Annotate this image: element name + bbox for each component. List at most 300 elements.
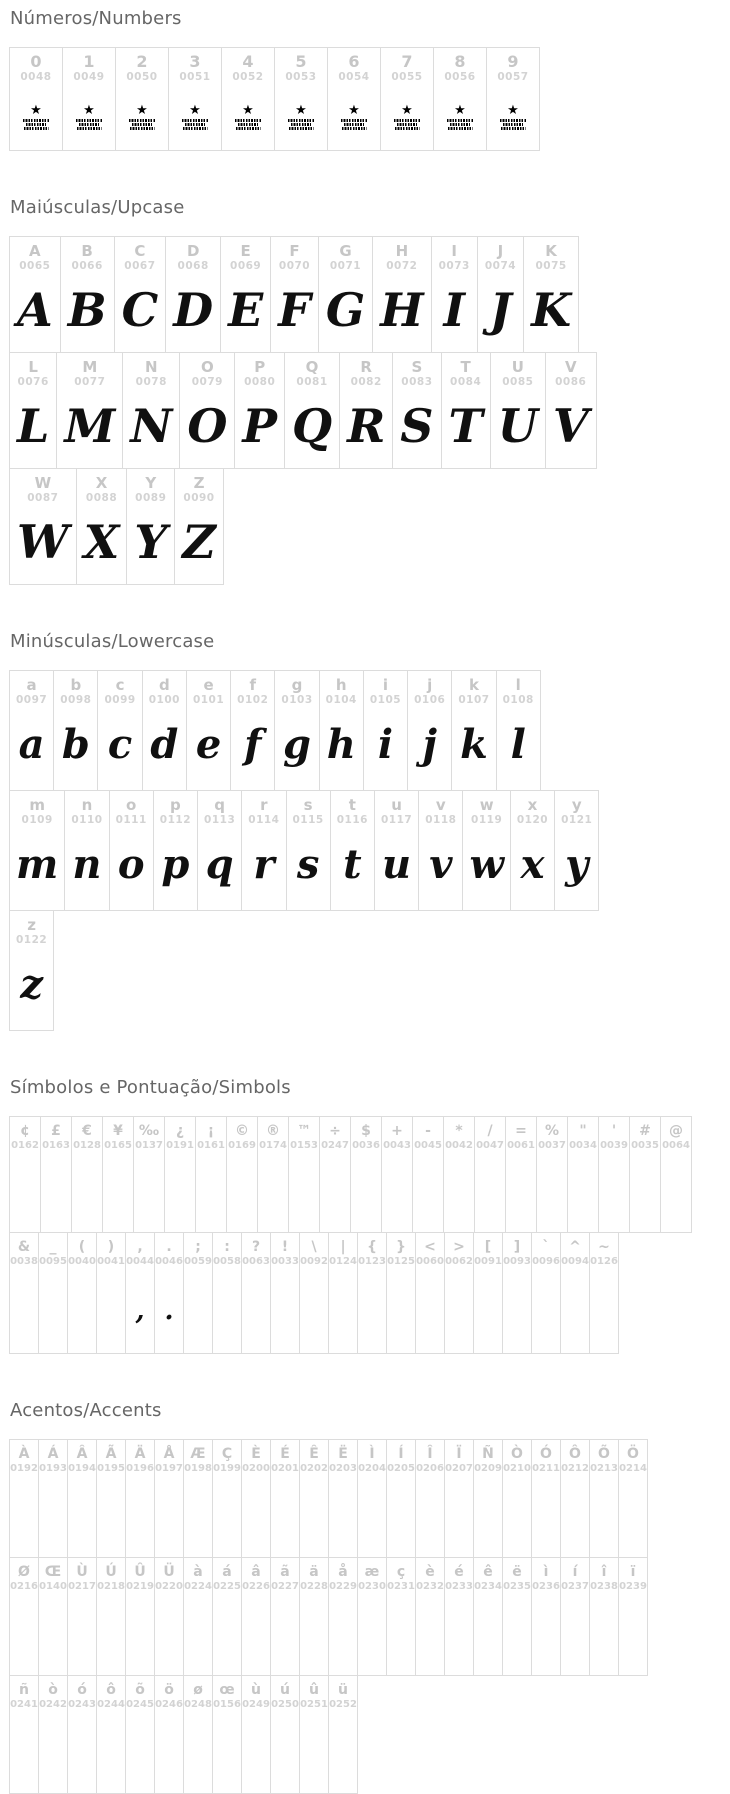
char-code: 0064 — [662, 1140, 690, 1151]
char-code: 0228 — [300, 1581, 328, 1592]
glyph-empty — [242, 1476, 270, 1557]
char-code: 0124 — [329, 1256, 357, 1267]
char-code: 0097 — [16, 694, 48, 706]
char-label: É — [280, 1446, 290, 1462]
glyph-cell — [415, 1557, 445, 1676]
char-label: £ — [51, 1123, 61, 1139]
char-label: Q — [305, 358, 319, 376]
char-label: Û — [134, 1564, 146, 1580]
char-label: P — [254, 358, 266, 376]
glyph-empty — [155, 1712, 183, 1793]
char-code: 0199 — [213, 1463, 241, 1474]
char-label: 0 — [30, 52, 42, 71]
char-code: 0235 — [503, 1581, 531, 1592]
char-label: ^ — [569, 1239, 581, 1255]
char-code: 0105 — [369, 694, 402, 706]
char-code: 0096 — [532, 1256, 560, 1267]
glyph-row-sym2 — [9, 1232, 730, 1354]
char-code: 0054 — [338, 71, 370, 83]
glyph-cell — [629, 1116, 661, 1233]
char-label: U — [511, 358, 524, 376]
glyph-empty — [103, 1153, 133, 1232]
glyph-empty — [68, 1712, 96, 1793]
char-code: 0084 — [450, 376, 482, 388]
char-code: 0213 — [590, 1463, 618, 1474]
glyph: P — [242, 398, 277, 453]
char-label: l — [515, 676, 521, 694]
stamp-text-line — [395, 127, 420, 130]
glyph-empty — [300, 1594, 328, 1675]
glyph-cell — [328, 1439, 358, 1558]
char-code: 0115 — [292, 814, 324, 826]
char-label: O — [200, 358, 214, 376]
glyph-cell — [510, 790, 555, 911]
char-label: õ — [135, 1682, 145, 1698]
glyph-cell — [374, 790, 419, 911]
char-label: c — [115, 676, 125, 694]
glyph-cell — [154, 1232, 184, 1354]
glyph-cell — [328, 1557, 358, 1676]
char-label: 5 — [295, 52, 307, 71]
glyph: T — [448, 398, 483, 453]
glyph-cell — [286, 790, 331, 911]
char-label: ü — [338, 1682, 348, 1698]
glyph-empty — [416, 1594, 444, 1675]
char-label: @ — [669, 1123, 683, 1139]
glyph-empty — [387, 1476, 415, 1557]
char-code: 0250 — [271, 1699, 299, 1710]
section-numbers — [9, 8, 730, 151]
glyph-cell — [444, 1439, 474, 1558]
char-code: 0224 — [184, 1581, 212, 1592]
char-label: è — [425, 1564, 435, 1580]
char-code: 0056 — [444, 71, 476, 83]
char-label: A — [29, 242, 41, 260]
char-code: 0103 — [281, 694, 313, 706]
char-code: 0206 — [416, 1463, 444, 1474]
glyph-cell — [502, 1439, 532, 1558]
glyph-cell — [274, 670, 319, 791]
glyph-empty — [329, 1269, 357, 1353]
glyph-cell — [71, 1116, 103, 1233]
glyph-empty — [532, 1594, 560, 1675]
glyph-cell — [318, 236, 373, 353]
glyph-row-up2 — [9, 352, 730, 469]
glyph-empty — [532, 1476, 560, 1557]
glyph-cell — [60, 236, 115, 353]
stamp-text-line — [397, 123, 417, 126]
char-label: f — [249, 676, 257, 694]
glyph-cell — [67, 1232, 97, 1354]
char-label: & — [17, 1239, 31, 1255]
glyph: h — [326, 721, 356, 768]
star-icon: ★ — [83, 103, 95, 119]
glyph-cell — [386, 1232, 416, 1354]
section-title: Minúsculas/Lowercase — [10, 631, 215, 652]
glyph-empty — [506, 1153, 536, 1232]
glyph-cell — [299, 1232, 329, 1354]
char-label: À — [18, 1446, 30, 1462]
glyph-cell — [9, 1439, 39, 1558]
glyph-empty — [416, 1269, 444, 1353]
glyph-cell — [418, 790, 463, 911]
char-code: 0174 — [259, 1140, 287, 1151]
char-code: 0162 — [11, 1140, 39, 1151]
glyph-cell — [168, 47, 222, 151]
glyph-cell — [38, 1675, 68, 1794]
stamp-text-line — [500, 119, 527, 122]
glyph: G — [325, 282, 366, 337]
glyph-cell — [327, 47, 381, 151]
char-label: Ó — [540, 1446, 552, 1462]
glyph-cell — [270, 236, 319, 353]
char-code: 0230 — [358, 1581, 386, 1592]
glyph-cell — [299, 1675, 329, 1794]
char-label: b — [70, 676, 82, 694]
glyph: o — [117, 841, 145, 888]
glyph-empty — [39, 1712, 67, 1793]
stamp-text-line — [79, 123, 99, 126]
char-code: 0201 — [271, 1463, 299, 1474]
glyph-cell — [618, 1557, 648, 1676]
char-label: 7 — [401, 52, 413, 71]
star-icon: ★ — [348, 103, 360, 119]
glyph-cell — [407, 670, 452, 791]
char-code: 0035 — [631, 1140, 659, 1151]
char-label: = — [515, 1123, 527, 1139]
char-label: X — [95, 474, 108, 492]
char-code: 0156 — [213, 1699, 241, 1710]
glyph-empty — [165, 1153, 195, 1232]
char-label: æ — [364, 1564, 380, 1580]
glyph-empty — [39, 1269, 67, 1353]
glyph: Q — [291, 398, 333, 453]
glyph-cell — [412, 1116, 444, 1233]
glyph-empty — [10, 1269, 38, 1353]
char-label: h — [335, 676, 347, 694]
char-label: € — [82, 1123, 92, 1139]
glyph-empty — [358, 1269, 386, 1353]
stamp-text-line — [341, 119, 368, 122]
char-code: 0121 — [561, 814, 593, 826]
glyph-cell — [241, 1439, 271, 1558]
star-icon: ★ — [401, 103, 413, 119]
char-code: 0220 — [155, 1581, 183, 1592]
char-code: 0104 — [325, 694, 357, 706]
glyph-row-acc3 — [9, 1675, 730, 1794]
glyph-cell — [9, 670, 54, 791]
glyph-cell — [490, 352, 546, 469]
glyph-cell — [288, 1116, 320, 1233]
glyph-cell — [125, 1675, 155, 1794]
glyph-cell — [531, 1232, 561, 1354]
char-label: Ü — [163, 1564, 175, 1580]
glyph-cell — [154, 1557, 184, 1676]
char-label: Ë — [338, 1446, 348, 1462]
glyph-cell — [241, 1557, 271, 1676]
char-code: 0055 — [391, 71, 423, 83]
glyph-empty — [155, 1476, 183, 1557]
char-code: 0038 — [10, 1256, 38, 1267]
stamp-text-line — [448, 127, 473, 130]
char-code: 0076 — [17, 376, 49, 388]
char-label: w — [479, 796, 494, 814]
glyph-cell — [660, 1116, 692, 1233]
glyph-row-up3 — [9, 468, 730, 585]
char-code: 0137 — [135, 1140, 163, 1151]
glyph-empty — [213, 1712, 241, 1793]
char-label: ¡ — [207, 1123, 215, 1139]
glyph-empty — [445, 1269, 473, 1353]
char-code: 0063 — [242, 1256, 270, 1267]
glyph-cell — [589, 1557, 619, 1676]
char-label: Í — [398, 1446, 404, 1462]
glyph-empty — [196, 1153, 226, 1232]
glyph-cell — [183, 1232, 213, 1354]
stamp-text-line — [344, 123, 364, 126]
glyph-empty — [503, 1269, 531, 1353]
glyph-cell — [473, 1232, 503, 1354]
glyph-cell — [372, 236, 431, 353]
char-label: | — [340, 1239, 346, 1255]
char-label: Õ — [598, 1446, 610, 1462]
glyph-cell — [598, 1116, 630, 1233]
glyph-cell — [221, 47, 275, 151]
glyph-cell — [270, 1439, 300, 1558]
section-title: Números/Numbers — [10, 8, 182, 29]
glyph-cell — [154, 1439, 184, 1558]
glyph-cell — [56, 352, 123, 469]
char-label: k — [468, 676, 479, 694]
char-label: Æ — [190, 1446, 206, 1462]
glyph-empty — [184, 1269, 212, 1353]
char-label: t — [348, 796, 356, 814]
char-code: 0034 — [569, 1140, 597, 1151]
stamp-text-line — [447, 119, 474, 122]
char-code: 0252 — [329, 1699, 357, 1710]
demo-stamp-icon — [381, 84, 433, 150]
char-label: Ñ — [482, 1446, 494, 1462]
char-label: 2 — [136, 52, 148, 71]
char-label: q — [214, 796, 226, 814]
char-label: L — [28, 358, 38, 376]
char-code: 0237 — [561, 1581, 589, 1592]
glyph: Y — [134, 514, 168, 569]
demo-stamp-icon — [10, 84, 62, 150]
char-code: 0200 — [242, 1463, 270, 1474]
char-label: à — [193, 1564, 203, 1580]
char-code: 0108 — [502, 694, 534, 706]
char-code: 0163 — [42, 1140, 70, 1151]
char-label: [ — [484, 1239, 492, 1255]
char-code: 0197 — [155, 1463, 183, 1474]
glyph-cell — [431, 236, 478, 353]
glyph-empty — [474, 1269, 502, 1353]
glyph-cell — [164, 1116, 196, 1233]
char-code: 0044 — [126, 1256, 154, 1267]
char-code: 0116 — [336, 814, 368, 826]
char-code: 0113 — [204, 814, 236, 826]
char-code: 0081 — [296, 376, 328, 388]
glyph-cell — [319, 670, 364, 791]
char-label: î — [601, 1564, 607, 1580]
glyph-empty — [68, 1269, 96, 1353]
glyph-empty — [10, 1712, 38, 1793]
glyph-cell — [433, 47, 487, 151]
glyph-empty — [68, 1476, 96, 1557]
glyph-cell — [299, 1439, 329, 1558]
char-code: 0241 — [10, 1699, 38, 1710]
stamp-text-line — [289, 127, 314, 130]
char-label: ó — [77, 1682, 87, 1698]
char-code: 0080 — [244, 376, 276, 388]
char-code: 0049 — [73, 71, 105, 83]
section-symbols — [9, 1077, 730, 1354]
char-code: 0161 — [197, 1140, 225, 1151]
char-code: 0251 — [300, 1699, 328, 1710]
glyph-empty — [661, 1153, 691, 1232]
glyph: y — [565, 841, 589, 888]
glyph-cell — [441, 352, 491, 469]
glyph-row-acc2 — [9, 1557, 730, 1676]
char-code: 0248 — [184, 1699, 212, 1710]
glyph-cell — [545, 352, 597, 469]
char-code: 0111 — [115, 814, 147, 826]
glyph-cell — [97, 670, 142, 791]
char-label: M — [82, 358, 98, 376]
star-icon: ★ — [454, 103, 466, 119]
sections-container — [9, 8, 730, 1794]
char-code: 0123 — [358, 1256, 386, 1267]
char-code: 0065 — [19, 260, 51, 272]
glyph-cell — [76, 468, 128, 585]
demo-stamp-icon — [434, 84, 486, 150]
char-label: T — [460, 358, 471, 376]
char-code: 0059 — [184, 1256, 212, 1267]
glyph-row-low3 — [9, 910, 730, 1031]
glyph-empty — [10, 1153, 40, 1232]
glyph-cell — [330, 790, 375, 911]
glyph: a — [18, 721, 45, 768]
stamp-text-line — [394, 119, 421, 122]
glyph-cell — [560, 1439, 590, 1558]
char-label: Ç — [221, 1446, 233, 1462]
glyph-empty — [289, 1153, 319, 1232]
char-label: * — [455, 1123, 463, 1139]
demo-stamp-icon — [487, 84, 539, 150]
char-label: Y — [145, 474, 157, 492]
glyph-row-up1 — [9, 236, 730, 353]
char-label: é — [454, 1564, 464, 1580]
glyph: N — [130, 398, 173, 453]
char-code: 0203 — [329, 1463, 357, 1474]
glyph: s — [296, 841, 320, 888]
char-code: 0243 — [68, 1699, 96, 1710]
char-label: } — [396, 1239, 406, 1255]
char-label: . — [166, 1239, 172, 1255]
glyph-cell — [270, 1232, 300, 1354]
char-label: ë — [512, 1564, 522, 1580]
glyph-empty — [329, 1476, 357, 1557]
glyph: z — [20, 961, 43, 1008]
char-code: 0120 — [516, 814, 549, 826]
star-icon: ★ — [295, 103, 307, 119]
glyph: m — [16, 841, 59, 888]
glyph-cell — [212, 1232, 242, 1354]
char-code: 0099 — [104, 694, 136, 706]
glyph-cell — [220, 236, 271, 353]
stamp-text-line — [132, 123, 152, 126]
glyph: W — [17, 514, 69, 569]
glyph-cell — [183, 1439, 213, 1558]
char-code: 0126 — [590, 1256, 618, 1267]
stamp-text-line — [342, 127, 367, 130]
char-code: 0046 — [155, 1256, 183, 1267]
glyph-cell — [96, 1675, 126, 1794]
char-label: ! — [281, 1239, 289, 1255]
glyph-empty — [474, 1594, 502, 1675]
char-code: 0095 — [39, 1256, 67, 1267]
glyph-empty — [329, 1594, 357, 1675]
demo-stamp-icon — [222, 84, 274, 150]
char-code: 0210 — [503, 1463, 531, 1474]
glyph-empty — [213, 1594, 241, 1675]
glyph-empty — [271, 1712, 299, 1793]
char-label: N — [145, 358, 158, 376]
glyph-empty — [184, 1476, 212, 1557]
glyph-cell — [357, 1557, 387, 1676]
char-label: u — [391, 796, 402, 814]
char-label: È — [251, 1446, 261, 1462]
glyph-cell — [502, 1557, 532, 1676]
glyph-cell — [102, 1116, 134, 1233]
glyph-cell — [226, 1116, 258, 1233]
glyph-empty — [242, 1269, 270, 1353]
glyph-cell — [186, 670, 231, 791]
glyph-cell — [96, 1439, 126, 1558]
glyph-empty — [503, 1594, 531, 1675]
glyph-empty — [445, 1594, 473, 1675]
glyph-empty — [300, 1476, 328, 1557]
glyph-empty — [416, 1476, 444, 1557]
char-code: 0128 — [73, 1140, 101, 1151]
glyph-empty — [271, 1269, 299, 1353]
char-code: 0045 — [414, 1140, 442, 1151]
glyph: c — [107, 721, 133, 768]
glyph-cell — [154, 1675, 184, 1794]
char-code: 0229 — [329, 1581, 357, 1592]
glyph: . — [164, 1296, 174, 1326]
glyph: j — [422, 721, 437, 768]
glyph-empty — [445, 1476, 473, 1557]
glyph-cell — [443, 1116, 475, 1233]
char-code: 0125 — [387, 1256, 415, 1267]
stamp-text-line — [503, 123, 523, 126]
glyph-empty — [568, 1153, 598, 1232]
glyph-cell — [486, 47, 540, 151]
glyph-cell — [386, 1439, 416, 1558]
glyph-empty — [258, 1153, 288, 1232]
char-code: 0211 — [532, 1463, 560, 1474]
glyph-empty — [97, 1712, 125, 1793]
char-code: 0090 — [183, 492, 215, 504]
glyph-cell — [257, 1116, 289, 1233]
char-label: m — [29, 796, 45, 814]
glyph: p — [161, 841, 190, 888]
demo-stamp-icon — [169, 84, 221, 150]
char-code: 0048 — [20, 71, 52, 83]
char-label: o — [126, 796, 137, 814]
